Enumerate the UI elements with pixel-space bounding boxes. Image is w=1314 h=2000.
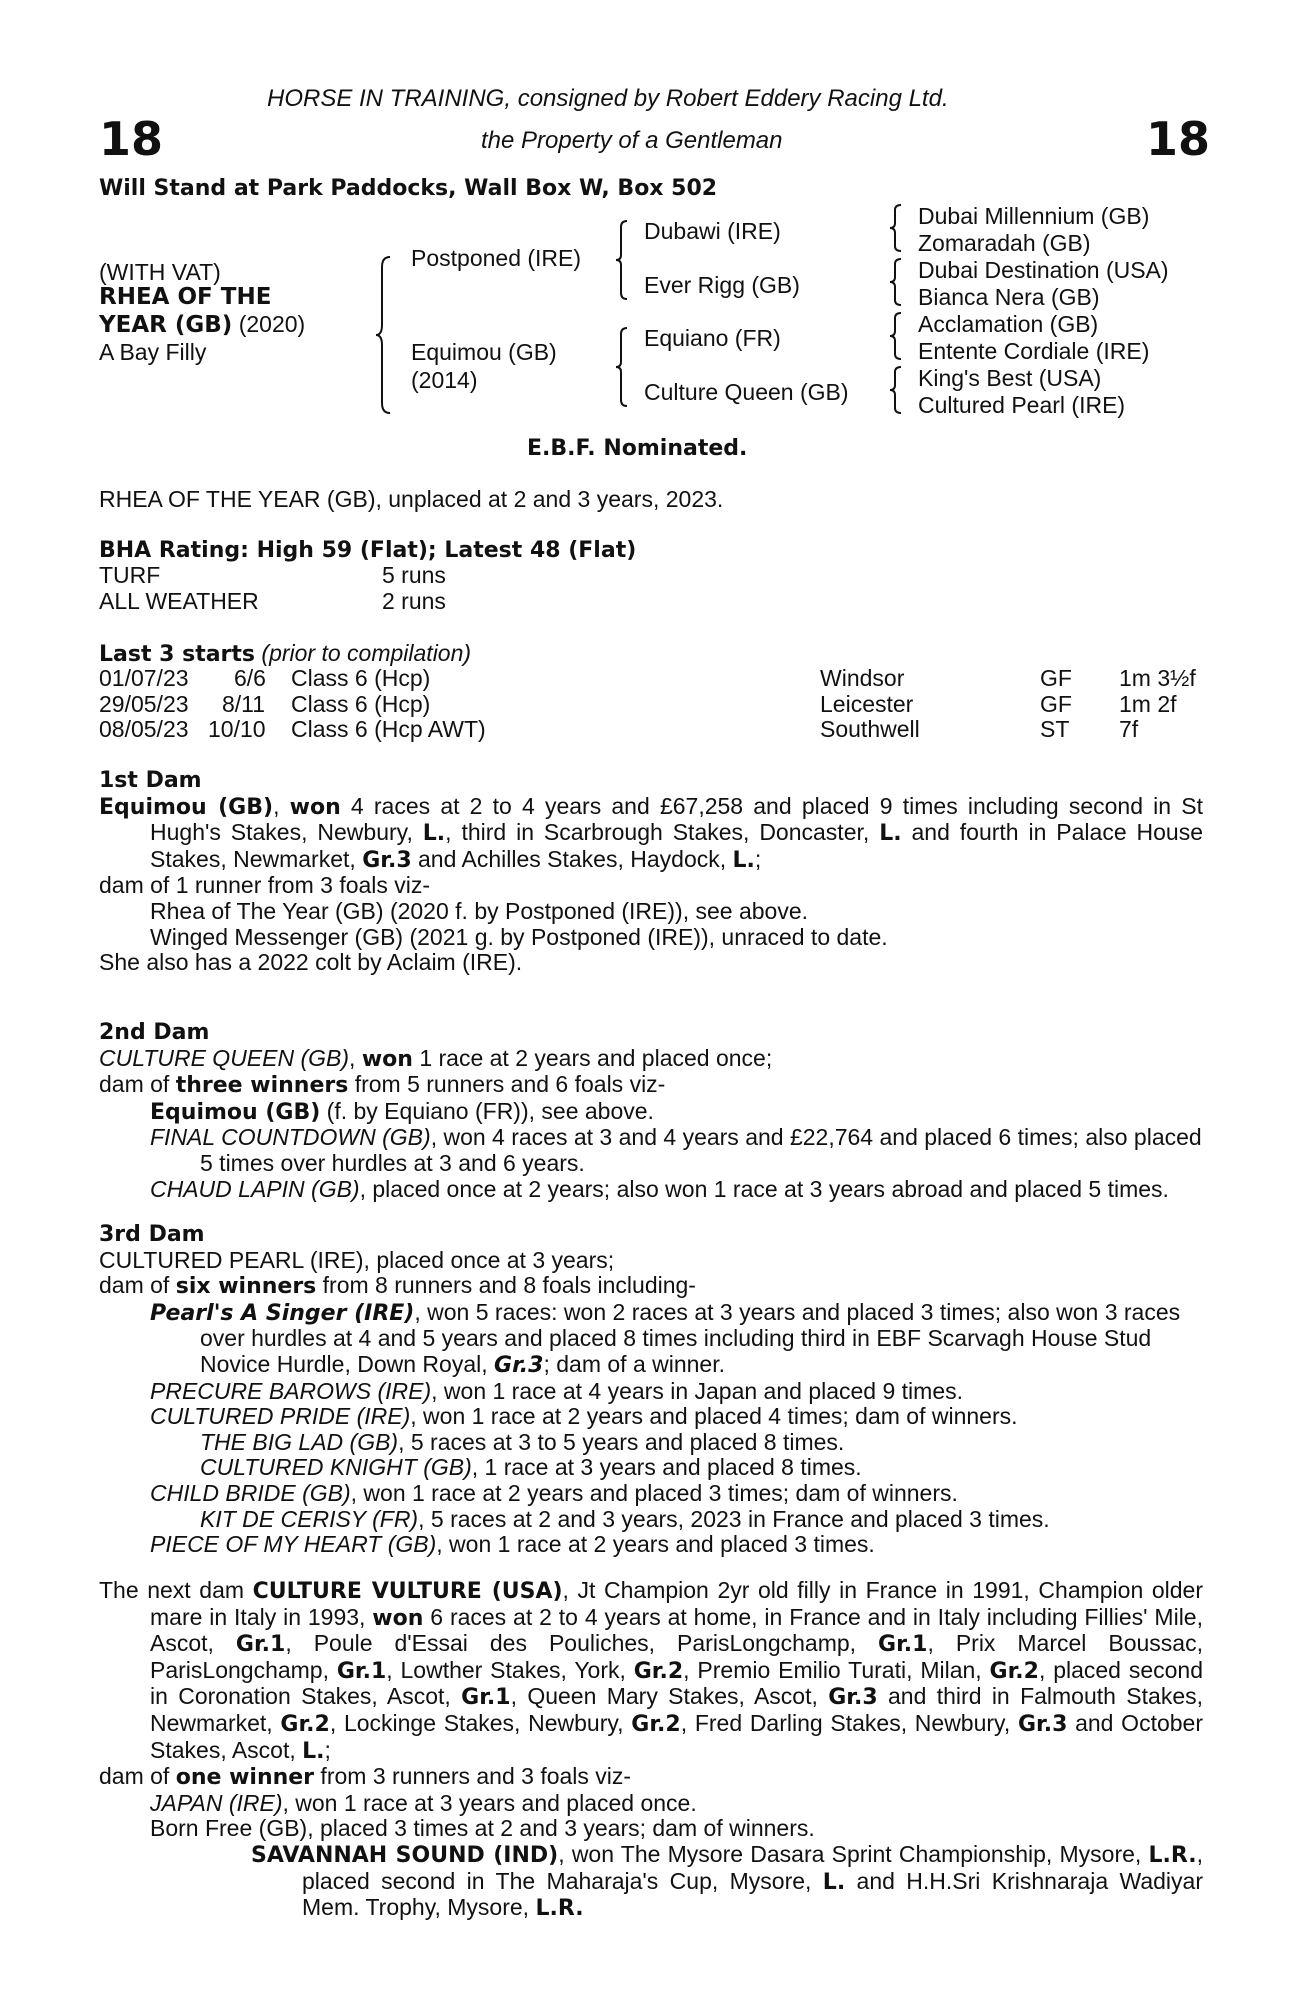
next-dam-produce-3 [99, 1842, 1203, 1922]
second-dam-produce-1 [99, 1099, 1203, 1126]
foals-text: dam of [99, 1071, 176, 1098]
group-tag: Gr.2 [631, 1711, 681, 1737]
produce-text: ; dam of a winner. [543, 1350, 725, 1377]
produce-text: , placed once at 2 years; also won 1 race at 3 years abroad and placed 5 times. [359, 1175, 1169, 1202]
horse-description: A Bay Filly [99, 339, 207, 365]
first-dam-text: and Achilles Stakes, Haydock, [411, 845, 733, 872]
pedigree-brace-g3-4 [888, 365, 904, 415]
group-tag: Gr.3 [362, 847, 412, 873]
rating-turf-runs: 5 runs [382, 562, 446, 588]
next-dam-text: , Prix Marcel Boussac, ParisLongchamp, [150, 1630, 1203, 1683]
group-tag: Gr.2 [989, 1658, 1039, 1684]
start-1-date: 01/07/23 [99, 665, 189, 691]
pedigree-brace-main [374, 255, 394, 415]
header-consignor: HORSE IN TRAINING, consigned by Robert Eddery Racing Ltd. [267, 85, 949, 112]
rating-turf-label: TURF [99, 562, 161, 588]
foals-winners: one winner [175, 1765, 315, 1791]
third-dam-section [99, 1222, 1203, 1558]
summary: RHEA OF THE YEAR (GB), unplaced at 2 and 3 years, 2023. [99, 486, 724, 512]
produce-name: THE BIG LAD (GB) [200, 1428, 399, 1455]
pedigree-gen3-4: Bianca Nera (GB) [918, 284, 1100, 310]
pedigree-sire-dam: Ever Rigg (GB) [644, 272, 800, 298]
first-dam-won: won [289, 794, 341, 820]
listed-tag: L. [302, 1738, 325, 1764]
group-tag: Gr.3 [1017, 1711, 1068, 1737]
rating-aw-label: ALL WEATHER [99, 588, 259, 614]
next-dam-text: ; [324, 1736, 331, 1763]
pedigree-brace-dam [614, 326, 630, 408]
produce-name: CULTURED PRIDE (IRE) [150, 1403, 411, 1430]
group-tag: Gr.3 [828, 1685, 878, 1711]
produce-text: , won 1 race at 2 years and placed 3 times; dam of winners. [350, 1479, 958, 1506]
next-dam-section [99, 1578, 1203, 1922]
produce-text: (f. by Equiano (FR)), see above. [320, 1097, 654, 1124]
group-tag: Gr.1 [336, 1658, 387, 1684]
ebf-nominated: E.B.F. Nominated. [527, 436, 748, 461]
third-dam-produce-6 [99, 1481, 1203, 1507]
next-dam-foals [99, 1764, 1203, 1791]
bha-rating: BHA Rating: High 59 (Flat); Latest 48 (Flat) [99, 538, 637, 563]
second-dam-record: CULTURE QUEEN (GB), won 1 race at 2 years and placed once; [99, 1044, 773, 1072]
listed-tag: L.R. [1148, 1842, 1197, 1868]
last-starts-note: (prior to compilation) [255, 640, 472, 666]
produce-text: , won 1 race at 2 years and placed 4 times; dam of winners. [410, 1403, 1018, 1430]
first-dam-also: She also has a 2022 colt by Aclaim (IRE). [99, 949, 523, 976]
listed-tag: L. [879, 821, 902, 847]
next-dam-text: 6 races at 2 to 4 years at home, in France and in Italy including Fillies' Mile, Ascot, [150, 1603, 1203, 1657]
produce-text: , won 5 races: won 2 races at 3 years and placed 3 times; also won 3 races over hurdles at 4 and 5 years and placed 8 times including third in EBF Scarvagh House Stud Novice Hurdle, Down Royal, [200, 1298, 1181, 1377]
horse-year: (2020) [232, 311, 306, 337]
group-tag: Gr.1 [878, 1632, 928, 1658]
second-dam-title: 2nd Dam [99, 1020, 210, 1045]
first-dam-section [99, 768, 1203, 976]
next-dam-record [99, 1578, 1203, 1764]
produce-text: , won 1 race at 4 years in Japan and placed 9 times. [431, 1377, 964, 1404]
next-dam-text: , Premio Emilio Turati, Milan, [683, 1656, 990, 1683]
start-3-distance: 7f [1119, 716, 1139, 742]
second-dam-section [99, 1020, 1203, 1202]
produce-name: FINAL COUNTDOWN (GB) [150, 1124, 431, 1151]
third-dam-produce-5 [99, 1455, 1203, 1481]
pedigree-gen3-3: Dubai Destination (USA) [918, 257, 1169, 283]
produce-name: CULTURED KNIGHT (GB) [200, 1454, 472, 1481]
pedigree-dam: Equimou (GB) [411, 339, 557, 365]
next-dam-text: , Lowther Stakes, York, [386, 1656, 634, 1683]
produce-name: CHAUD LAPIN (GB) [150, 1175, 360, 1202]
next-dam-text: , Queen Mary Stakes, Ascot, [510, 1683, 829, 1710]
start-2-pos: 8/11 [222, 691, 266, 717]
last-starts-title: Last 3 starts [99, 642, 256, 667]
listed-tag: L.R. [535, 1896, 584, 1922]
second-dam-produce-3 [99, 1177, 1203, 1203]
start-1-distance: 1m 3½f [1119, 665, 1196, 691]
pedigree-brace-g3-3 [888, 311, 904, 361]
first-dam-title: 1st Dam [99, 768, 202, 793]
pedigree-dam-sire: Equiano (FR) [644, 325, 781, 351]
produce-text: , 5 races at 3 to 5 years and placed 8 times. [398, 1428, 845, 1455]
produce-text: and H.H.Sri Krishnaraja Wadiyar Mem. Trophy, Mysore, [302, 1867, 1203, 1921]
first-dam-text: and fourth in Palace House Stakes, Newmarket, [150, 819, 1204, 872]
third-dam-produce-4 [99, 1430, 1203, 1456]
produce-text: , won 1 race at 3 years and placed once. [282, 1789, 697, 1816]
group-tag: Gr.1 [235, 1632, 286, 1658]
produce-name: Equimou (GB) [150, 1099, 321, 1125]
start-3-course: Southwell [820, 716, 920, 742]
start-1-course: Windsor [820, 665, 905, 691]
next-dam-text: The next dam [99, 1577, 253, 1603]
produce-name: CHILD BRIDE (GB) [150, 1479, 351, 1506]
third-dam-produce-1 [99, 1300, 1203, 1379]
first-dam-foals: dam of 1 runner from 3 foals viz- [99, 872, 431, 899]
horse-name-line1: RHEA OF THE [99, 284, 272, 310]
pedigree-brace-g3-1 [888, 203, 904, 253]
produce-name: Pearl's A Singer (IRE) [150, 1300, 415, 1326]
third-dam-produce-3 [99, 1404, 1203, 1430]
third-dam-title: 3rd Dam [99, 1222, 205, 1247]
next-dam-text: and third in Falmouth Stakes, Newmarket, [150, 1683, 1203, 1736]
next-dam-text: , Poule d'Essai des Pouliches, ParisLongchamp, [285, 1630, 879, 1657]
produce-name: JAPAN (IRE) [150, 1789, 283, 1816]
third-dam-produce-2 [99, 1379, 1203, 1405]
start-1-pos: 6/6 [234, 665, 266, 691]
start-2-going: GF [1040, 691, 1072, 717]
second-dam-produce-2 [99, 1125, 1203, 1176]
produce-text: , won The Mysore Dasara Sprint Championship, Mysore, [558, 1840, 1149, 1867]
pedigree-brace-g3-2 [888, 257, 904, 307]
next-dam-produce-2: Born Free (GB), placed 3 times at 2 and 3 years; dam of winners. [150, 1815, 815, 1842]
start-1-going: GF [1040, 665, 1072, 691]
first-dam-text: 4 races at 2 to 4 years and £67,258 and placed 9 times including second in St Hugh's Stakes, Newbury, [150, 792, 1203, 846]
group-tag: Gr.2 [280, 1711, 330, 1737]
lot-number-left: 18 [99, 112, 164, 166]
foals-text: from 8 runners and 8 foals including- [316, 1272, 696, 1299]
second-dam-won: won [361, 1046, 413, 1072]
pedigree-sire: Postponed (IRE) [411, 245, 582, 271]
third-dam-record: CULTURED PEARL (IRE), placed once at 3 years; [99, 1246, 615, 1273]
pedigree-gen3-7: King's Best (USA) [918, 365, 1102, 391]
next-dam-produce-1 [99, 1791, 1203, 1817]
next-dam-text: , Jt Champion 2yr old filly in France in 1991, Champion older mare in Italy in 1993, [150, 1577, 1203, 1630]
pedigree-gen3-1: Dubai Millennium (GB) [918, 203, 1150, 229]
horse-name-part2: YEAR (GB) [99, 312, 233, 338]
produce-name: PIECE OF MY HEART (GB) [150, 1531, 437, 1558]
lot-number-right: 18 [1146, 112, 1211, 166]
start-2-date: 29/05/23 [99, 691, 189, 717]
pedigree-gen3-5: Acclamation (GB) [918, 311, 1099, 337]
group-tag: Gr.3 [494, 1352, 544, 1378]
next-dam-name: CULTURE VULTURE (USA) [252, 1579, 563, 1604]
start-3-class: Class 6 (Hcp AWT) [291, 716, 486, 742]
third-dam-produce-8 [99, 1532, 1203, 1558]
second-dam-text: 1 race at 2 years and placed once; [412, 1044, 773, 1071]
foals-text: from 3 runners and 3 foals viz- [314, 1763, 632, 1790]
first-dam-produce-1: Rhea of The Year (GB) (2020 f. by Postponed (IRE)), see above. [150, 897, 809, 924]
first-dam-name: Equimou (GB) [99, 794, 274, 820]
produce-text: , won 4 races at 3 and 4 years and £22,764 and placed 6 times; also placed 5 times over hurdles at 3 and 6 years. [200, 1124, 1202, 1176]
third-dam-foals [99, 1273, 1203, 1300]
first-dam-produce-2: Winged Messenger (GB) (2021 g. by Postponed (IRE)), unraced to date. [150, 923, 888, 950]
foals-text: dam of [99, 1272, 176, 1299]
first-dam-text: , third in Scarbrough Stakes, Doncaster, [445, 819, 880, 846]
pedigree-gen3-6: Entente Cordiale (IRE) [918, 338, 1150, 364]
foals-winners: three winners [175, 1073, 349, 1099]
stand-location: Will Stand at Park Paddocks, Wall Box W, Box 502 [99, 176, 718, 201]
start-3-pos: 10/10 [208, 716, 266, 742]
start-3-going: ST [1040, 716, 1070, 742]
start-1-class: Class 6 (Hcp) [291, 665, 431, 691]
listed-tag: L. [422, 821, 446, 847]
pedigree-gen3-2: Zomaradah (GB) [918, 230, 1091, 256]
start-3-date: 08/05/23 [99, 716, 189, 742]
group-tag: Gr.2 [633, 1658, 684, 1684]
foals-winners: six winners [175, 1274, 317, 1300]
produce-text: , 1 race at 3 years and placed 8 times. [471, 1454, 862, 1481]
rating-aw-runs: 2 runs [382, 588, 446, 614]
pedigree-brace-sire [614, 219, 630, 301]
next-dam-text: , placed second in Coronation Stakes, Ascot, [150, 1656, 1203, 1710]
pedigree-sire-sire: Dubawi (IRE) [644, 218, 781, 244]
produce-text: , placed second in The Maharaja's Cup, Mysore, [302, 1840, 1204, 1894]
group-tag: Gr.1 [461, 1685, 511, 1711]
pedigree-dam-year: (2014) [411, 367, 478, 393]
header-property: the Property of a Gentleman [481, 127, 783, 154]
first-dam-text: ; [754, 845, 762, 872]
foals-text: dam of [99, 1763, 176, 1790]
pedigree-dam-dam: Culture Queen (GB) [644, 379, 849, 405]
produce-text: , 5 races at 2 and 3 years, 2023 in France and placed 3 times. [418, 1505, 1050, 1532]
next-dam-won: won [372, 1605, 424, 1631]
second-dam-foals [99, 1072, 1203, 1099]
start-2-distance: 1m 2f [1119, 691, 1177, 717]
start-2-course: Leicester [820, 691, 914, 717]
produce-name: SAVANNAH SOUND (IND) [251, 1842, 559, 1868]
produce-name: KIT DE CERISY (FR) [200, 1505, 419, 1532]
start-2-class: Class 6 (Hcp) [291, 691, 431, 717]
last-starts-heading [99, 641, 471, 668]
listed-tag: L. [732, 847, 755, 873]
foals-text: from 5 runners and 6 foals viz- [348, 1071, 666, 1098]
produce-text: , won 1 race at 2 years and placed 3 times. [436, 1531, 875, 1558]
third-dam-produce-7 [99, 1507, 1203, 1533]
produce-name: PRECURE BAROWS (IRE) [150, 1377, 432, 1404]
horse-name-line2 [99, 312, 305, 339]
pedigree-gen3-8: Cultured Pearl (IRE) [918, 392, 1126, 418]
next-dam-text: , Fred Darling Stakes, Newbury, [680, 1709, 1018, 1736]
next-dam-text: and October Stakes, Ascot, [150, 1709, 1203, 1763]
next-dam-text: , Lockinge Stakes, Newbury, [329, 1709, 632, 1736]
first-dam-record: Equimou (GB), won 4 races at 2 to 4 years and £67,258 and placed 9 times including second in St Hugh's Stakes, Newbury, L., third in Scarbrough Stakes, Doncaster, L. and fourth in Palace House Stakes, Newmarket, Gr.3 and Achilles Stakes, Haydock, L.; [99, 792, 1204, 873]
vat-label: (WITH VAT) [99, 259, 221, 285]
listed-tag: L. [822, 1869, 846, 1895]
second-dam-name: CULTURE QUEEN (GB) [99, 1044, 350, 1071]
